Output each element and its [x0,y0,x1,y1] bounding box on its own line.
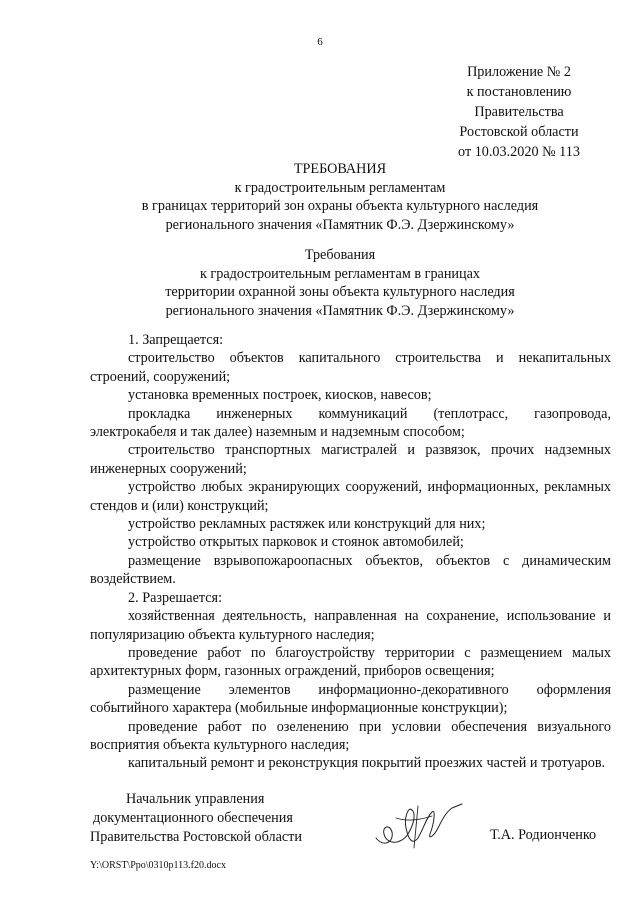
prohibited-item: строительство транспортных магистралей и развязок, прочих надземных инженерных сооружений; [90,442,611,477]
appendix-line: Ростовской области [459,124,579,140]
title-line: территории охранной зоны объекта культурного наследия [165,284,515,300]
prohibited-item: устройство рекламных растяжек или конструкций для них; [128,516,486,533]
appendix-line: Приложение № 2 [467,64,571,80]
handwritten-signature [372,798,468,854]
prohibited-item: размещение взрывопожароопасных объектов, объектов с динамическим воздействием. [90,552,611,588]
allowed-item: проведение работ по озеленению при условии обеспечения визуального восприятия объекта культурного наследия; [90,718,611,753]
section-title [60,246,620,320]
page-number: 6 [317,36,323,48]
position-line: Правительства Ростовской области [90,829,302,845]
appendix-line: от 10.03.2020 № 113 [458,144,580,160]
title-line: в границах территорий зон охраны объекта культурного наследия [141,198,539,214]
allowed-item: капитальный ремонт и реконструкция покрытий проезжих частей и тротуаров. [128,755,606,772]
appendix-line: к постановлению [466,84,572,100]
prohibited-heading: 1. Запрещается: [128,332,224,348]
title-line: регионального значения «Памятник Ф.Э. Дзержинскому» [165,302,515,319]
allowed-item: проведение работ по благоустройству территории с размещением малых архитектурных форм, газонных ограждений, приборов освещения; [90,644,611,680]
file-path: Y:\ORST\Ppo\0310p113.f20.docx [90,860,226,871]
allowed-heading: 2. Разрешается: [128,589,223,606]
allowed-item: хозяйственная деятельность, направленная на сохранение, использование и популяризацию объекта культурного наследия; [90,608,611,643]
prohibited-item: строительство объектов капитального строительства и некапитальных строений, сооружений; [90,350,611,385]
prohibited-item: устройство любых экранирующих сооружений, информационных, рекламных стендов и (или) конструкций; [90,479,611,514]
signatory-name: Т.А. Родионченко [490,827,597,843]
position-line: Начальник управления [126,791,265,807]
title-line: к градостроительным регламентам [234,179,446,196]
prohibited-item: установка временных построек, киосков, навесов; [128,387,432,404]
signatory-position [90,790,326,847]
title-line: Требования [304,247,376,263]
title-line: к градостроительным регламентам в границах [199,265,481,282]
requirements-body [90,331,611,773]
position-line: документационного обеспечения [93,810,293,826]
appendix-reference [426,62,612,162]
document-title [60,160,620,234]
prohibited-item: прокладка инженерных коммуникаций (теплотрасс, газопровода, электрокабеля и так далее) наземным и надземным способом; [90,405,611,441]
appendix-line: Правительства [474,104,564,120]
title-line: ТРЕБОВАНИЯ [293,161,387,177]
title-line: регионального значения «Памятник Ф.Э. Дзержинскому» [165,216,515,233]
prohibited-item: устройство открытых парковок и стоянок автомобилей; [128,534,464,551]
allowed-item: размещение элементов информационно-декоративного оформления событийного характера (мобильные информационные конструкции); [90,681,611,717]
